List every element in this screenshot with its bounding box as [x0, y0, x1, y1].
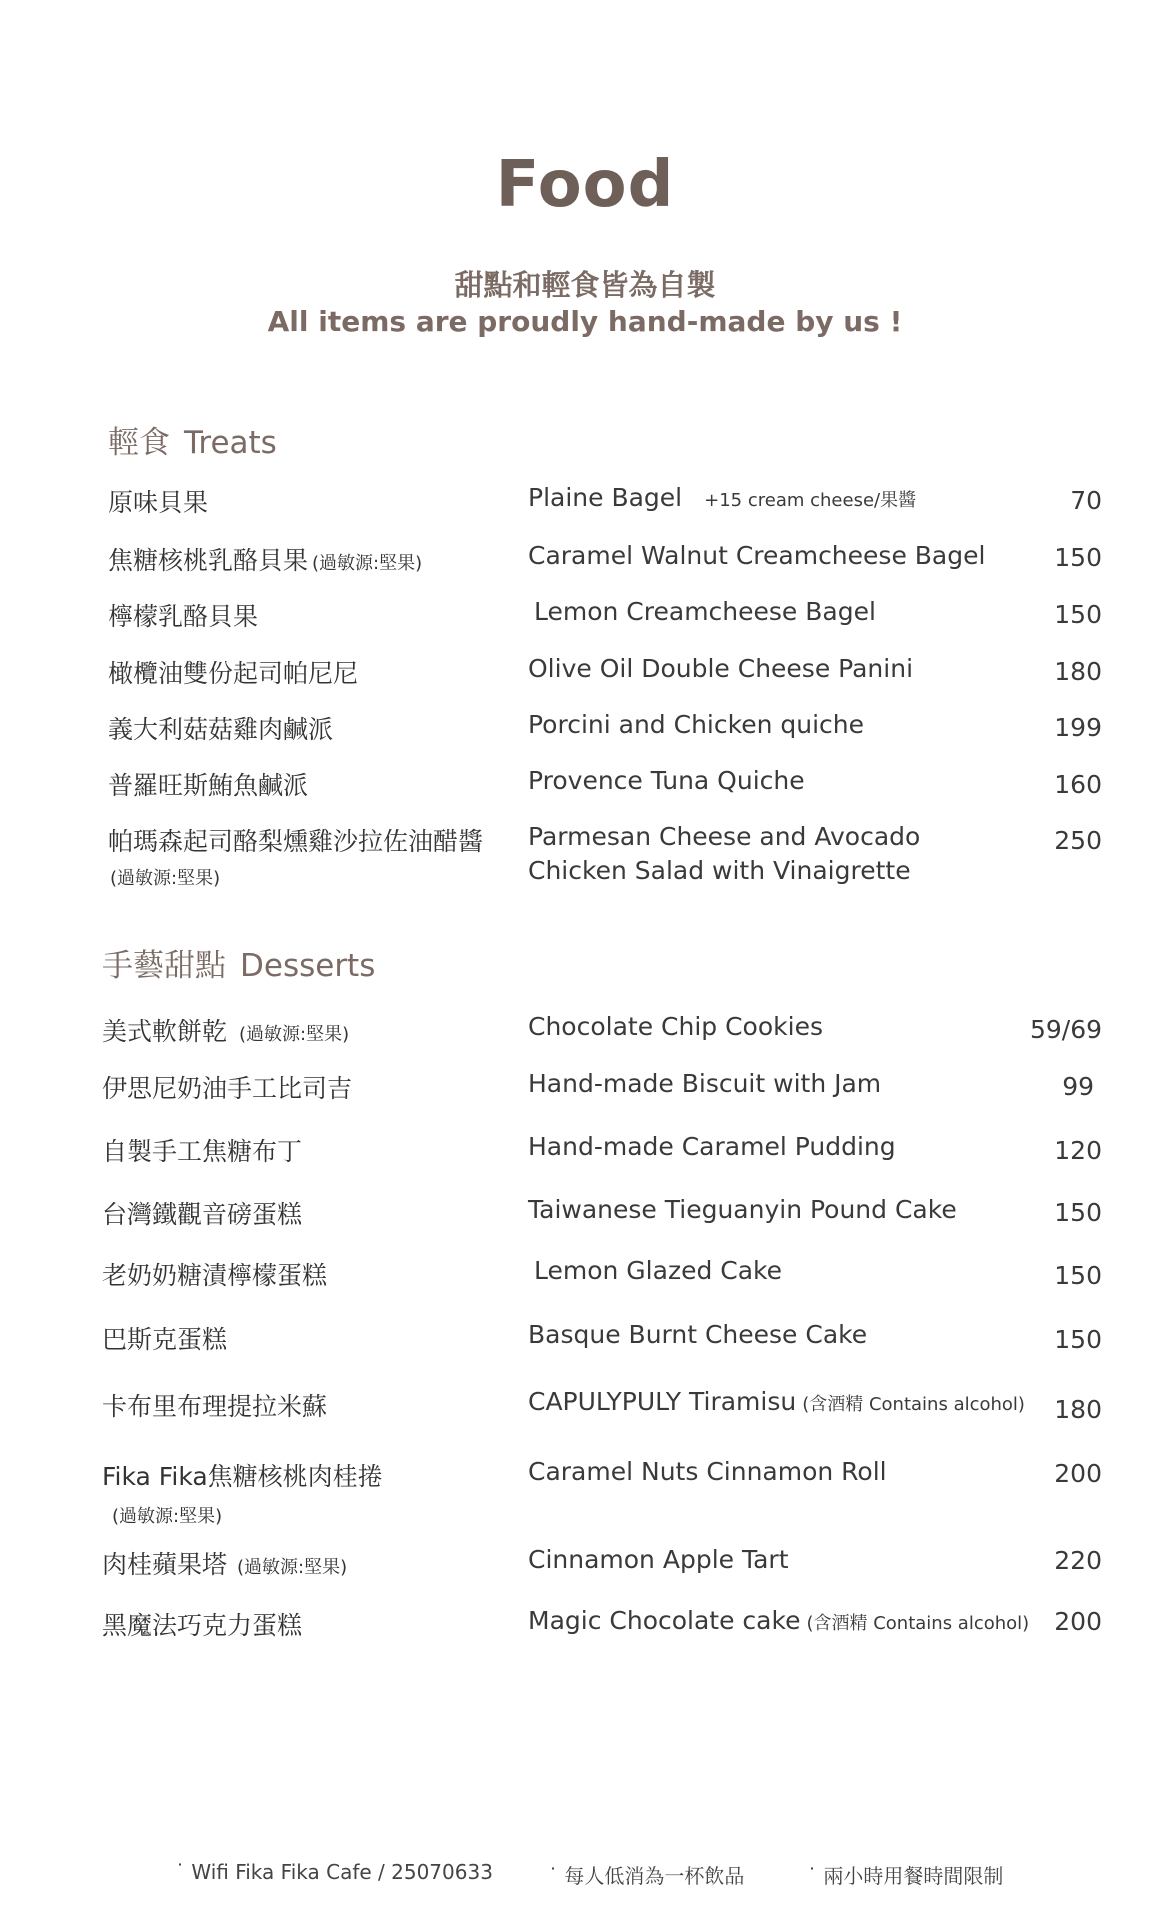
menu-item-price: 150: [1054, 1198, 1102, 1227]
menu-item-en: Chocolate Chip Cookies: [528, 1012, 823, 1041]
alcohol-note: (含酒精 Contains alcohol): [802, 1394, 1025, 1415]
menu-item-zh: 檸檬乳酪貝果: [108, 602, 259, 631]
menu-item-en-text: CAPULYPULY Tiramisu: [528, 1387, 797, 1416]
menu-item-zh: 老奶奶糖漬檸檬蛋糕: [102, 1261, 328, 1290]
menu-item-en: [528, 483, 916, 512]
allergen-note: (過敏源:堅果): [237, 1557, 348, 1578]
section-title-en: Desserts: [240, 948, 376, 984]
menu-item-en: Taiwanese Tieguanyin Pound Cake: [528, 1195, 957, 1224]
menu-item-price: 59/69: [1029, 1015, 1102, 1044]
menu-item-price: 99: [1062, 1072, 1094, 1101]
menu-item-zh: 巴斯克蛋糕: [102, 1325, 228, 1354]
menu-item-zh: [102, 1012, 349, 1048]
menu-item-en: Porcini and Chicken quiche: [528, 710, 864, 739]
menu-item-en: [528, 1606, 1029, 1635]
menu-item-en: Caramel Walnut Creamcheese Bagel: [528, 541, 986, 570]
section-title-zh: 手藝甜點: [102, 948, 226, 984]
menu-item-zh: 帕瑪森起司酪梨燻雞沙拉佐油醋醬: [108, 827, 484, 856]
menu-item-price: 160: [1054, 770, 1102, 799]
section-title-en: Treats: [184, 425, 277, 461]
page-title: Food: [495, 148, 675, 222]
menu-item-zh-text: 焦糖核桃乳酪貝果: [108, 546, 309, 575]
menu-item-en: Provence Tuna Quiche: [528, 766, 805, 795]
menu-item-zh-text: 美式軟餅乾: [102, 1017, 228, 1046]
menu-item-en-line2: Chicken Salad with Vinaigrette: [528, 856, 911, 885]
alcohol-note: (含酒精 Contains alcohol): [806, 1613, 1030, 1634]
menu-item-en-text: Plaine Bagel: [528, 483, 683, 512]
menu-item-price: 250: [1054, 826, 1102, 855]
subtitle-zh: 甜點和輕食皆為自製: [454, 268, 716, 302]
menu-item-zh: 義大利菇菇雞肉鹹派: [108, 715, 334, 744]
allergen-note: (過敏源:堅果): [239, 1024, 350, 1045]
allergen-note: (過敏源:堅果): [112, 1506, 223, 1527]
menu-item-price: 120: [1054, 1136, 1102, 1165]
menu-item-en: Lemon Glazed Cake: [534, 1256, 783, 1285]
footer-time-limit: ˙ 兩小時用餐時間限制: [807, 1864, 1004, 1888]
footer-wifi: ˙ Wifi Fika Fika Cafe / 25070633: [175, 1860, 493, 1884]
menu-item-zh: 台灣鐵觀音磅蛋糕: [102, 1200, 303, 1229]
menu-item-en: Basque Burnt Cheese Cake: [528, 1320, 868, 1349]
menu-item-zh: 伊思尼奶油手工比司吉: [102, 1074, 353, 1103]
menu-item-price: 150: [1054, 1261, 1102, 1290]
menu-item-price: 200: [1054, 1459, 1102, 1488]
menu-item-price: 180: [1054, 657, 1102, 686]
section-title-treats: [108, 417, 277, 462]
menu-item-zh-text: 肉桂蘋果塔: [102, 1550, 228, 1579]
menu-item-en: Hand-made Caramel Pudding: [528, 1132, 896, 1161]
menu-item-price: 220: [1054, 1546, 1102, 1575]
menu-item-zh: Fika Fika焦糖核桃肉桂捲: [102, 1462, 383, 1491]
menu-item-en-text: Magic Chocolate cake: [528, 1606, 801, 1635]
menu-item-en: Parmesan Cheese and Avocado: [528, 822, 921, 851]
menu-item-price: 150: [1054, 600, 1102, 629]
subtitle-en: All items are proudly hand-made by us !: [267, 305, 903, 338]
menu-item-zh: 普羅旺斯鮪魚鹹派: [108, 771, 309, 800]
menu-item-zh: 自製手工焦糖布丁: [102, 1137, 303, 1166]
menu-item-price: 150: [1054, 1325, 1102, 1354]
section-title-zh: 輕食: [108, 425, 170, 461]
menu-item-price: 200: [1054, 1607, 1102, 1636]
menu-item-price: 150: [1054, 543, 1102, 572]
menu-item-en: Olive Oil Double Cheese Panini: [528, 654, 914, 683]
menu-item-zh: 黑魔法巧克力蛋糕: [102, 1611, 303, 1640]
menu-item-price: 70: [1070, 486, 1102, 515]
menu-item-en-note: +15 cream cheese/果醬: [704, 490, 917, 511]
menu-item-price: 180: [1054, 1395, 1102, 1424]
allergen-note: (過敏源:堅果): [110, 868, 221, 889]
section-title-desserts: [102, 940, 375, 985]
footer-min-charge: ˙ 每人低消為一杯飲品: [548, 1864, 745, 1888]
menu-item-en: [528, 1387, 1025, 1416]
menu-item-zh: 原味貝果: [108, 488, 209, 517]
menu-item-price: 199: [1054, 713, 1102, 742]
menu-item-en: Lemon Creamcheese Bagel: [534, 597, 876, 626]
menu-item-zh: [102, 1545, 347, 1581]
menu-item-en: Hand-made Biscuit with Jam: [528, 1069, 882, 1098]
menu-item-en: Cinnamon Apple Tart: [528, 1545, 789, 1574]
menu-item-zh: [108, 541, 422, 577]
menu-item-en: Caramel Nuts Cinnamon Roll: [528, 1457, 887, 1486]
menu-item-zh: 橄欖油雙份起司帕尼尼: [108, 659, 359, 688]
allergen-note: (過敏源:堅果): [312, 553, 423, 574]
menu-item-zh: 卡布里布理提拉米蘇: [102, 1392, 328, 1421]
